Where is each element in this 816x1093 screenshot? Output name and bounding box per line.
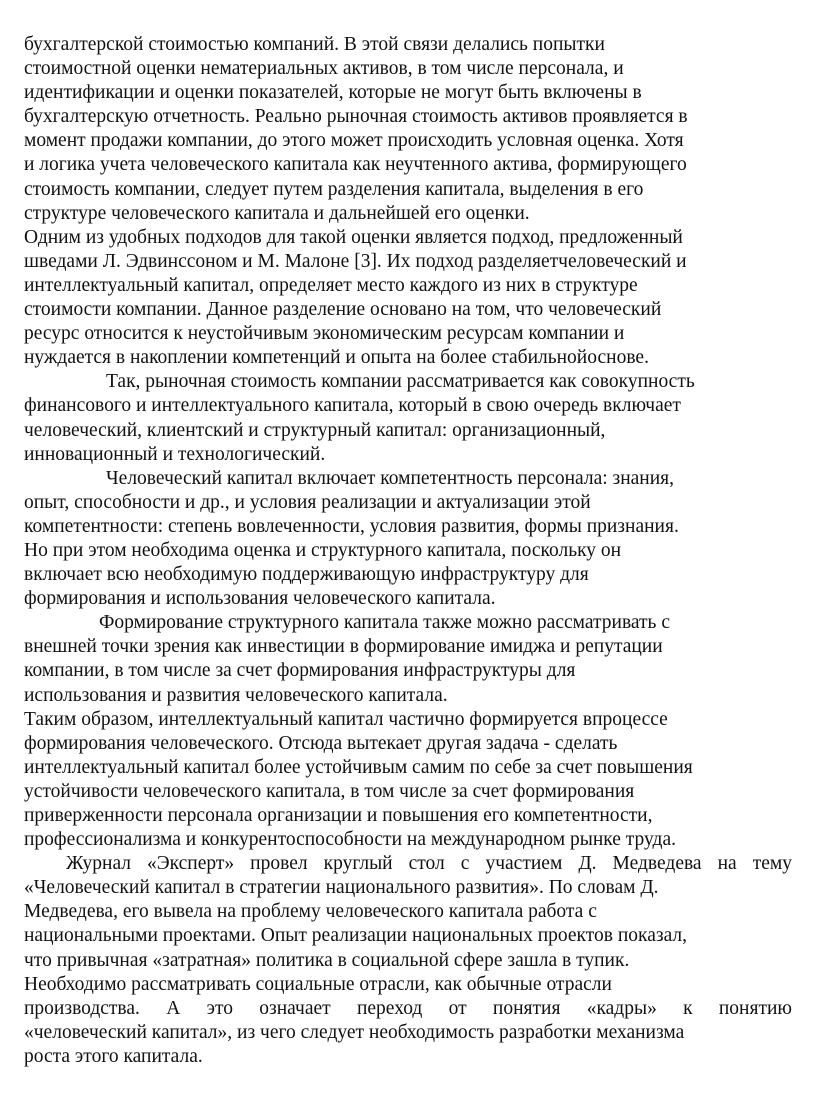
text-line: идентификации и оценки показателей, которые не могут быть включены в	[24, 82, 642, 104]
text-line: Таким образом, интеллектуальный капитал частично формируется впроцессе	[24, 708, 668, 730]
text-line: стоимости компании. Данное разделение основано на том, что человеческий	[24, 299, 662, 321]
text-line: «Человеческий капитал в стратегии национального развития». По словам Д.	[24, 877, 659, 899]
text-line: Медведева, его вывела на проблему человеческого капитала работа с	[24, 901, 597, 923]
text-line: и логика учета человеческого капитала как неучтенного актива, формирующего	[24, 154, 687, 176]
text-line: устойчивости человеческого капитала, в том числе за счет формирования	[24, 780, 635, 802]
text-line: ресурс относится к неустойчивым экономическим ресурсам компании и	[24, 323, 625, 345]
paragraph-4	[24, 467, 792, 612]
text-line: интеллектуальный капитал более устойчивым самим по себе за счет повышения	[24, 756, 693, 778]
text-line: финансового и интеллектуального капитала, который в свою очередь включает	[24, 395, 681, 417]
text-line: приверженности персонала организации и повышения его компетентности,	[24, 805, 653, 826]
text-line: что привычная «затратная» политика в социальной сфере зашла в тупик.	[24, 949, 630, 971]
text-line: компании, в том числе за счет формирования инфраструктуры для	[24, 660, 576, 682]
text-line: Журнал «Эксперт» провел круглый стол с участием Д. Медведева на тему	[66, 853, 792, 875]
paragraph-6	[24, 708, 792, 853]
text-line: стоимость компании, следует путем разделения капитала, выделения в его	[24, 178, 644, 200]
text-line: формирования и использования человеческого капитала.	[24, 588, 496, 610]
paragraph-3	[24, 370, 792, 466]
text-line: опыт, способности и др., и условия реализации и актуализации этой	[24, 491, 591, 513]
text-line: бухгалтерскую отчетность. Реально рыночная стоимость активов проявляется в	[24, 106, 688, 128]
text-line: инновационный и технологический.	[24, 443, 326, 465]
text-line: использования и развития человеческого капитала.	[24, 684, 448, 706]
document-page	[24, 33, 792, 1069]
text-line: шведами Л. Эдвинссоном и М. Малоне [3]. Их подход разделяетчеловеческий и	[24, 250, 687, 272]
paragraph-5	[24, 611, 792, 707]
text-line: структуре человеческого капитала и дальнейшей его оценки.	[24, 202, 530, 224]
paragraph-1	[24, 33, 792, 226]
text-line: национальными проектами. Опыт реализации национальных проектов показал,	[24, 925, 688, 947]
text-line: Но при этом необходима оценка и структурного капитала, поскольку он	[24, 539, 622, 561]
text-line: интеллектуальный капитал, определяет место каждого из них в структуре	[24, 274, 638, 296]
text-line: внешней точки зрения как инвестиции в формирование имиджа и репутации	[24, 636, 663, 658]
text-line: включает всю необходимую поддерживающую инфраструктуру для	[24, 564, 589, 586]
text-line: момент продажи компании, до этого может происходить условная оценка. Хотя	[24, 130, 684, 152]
paragraph-7	[24, 852, 792, 1069]
paragraph-2	[24, 226, 792, 371]
text-line: Человеческий капитал включает компетентность персонала: знания,	[106, 467, 675, 489]
text-line: нуждается в накоплении компетенций и опыта на более стабильнойоснове.	[24, 347, 649, 369]
text-line: бухгалтерской стоимостью компаний. В этой связи делались попытки	[24, 34, 605, 55]
text-line: формирования человеческого. Отсюда вытекает другая задача - сделать	[24, 732, 618, 754]
text-line: Необходимо рассматривать социальные отрасли, как обычные отрасли	[24, 973, 612, 995]
text-line: Формирование структурного капитала также можно рассматривать с	[99, 612, 670, 634]
text-line: человеческий, клиентский и структурный капитал: организационный,	[24, 419, 606, 441]
text-line: роста этого капитала.	[24, 1045, 203, 1067]
text-line: Так, рыночная стоимость компании рассматривается как совокупность	[106, 371, 695, 393]
text-line: Одним из удобных подходов для такой оценки является подход, предложенный	[24, 226, 683, 248]
text-line: стоимостной оценки нематериальных активов, в том числе персонала, и	[24, 58, 624, 80]
text-line: профессионализма и конкурентоспособности на международном рынке труда.	[24, 829, 676, 851]
text-line: производства. А это означает переход от понятия «кадры» к понятию	[24, 997, 792, 1019]
text-line: компетентности: степень вовлеченности, условия развития, формы признания.	[24, 515, 679, 537]
text-line: «человеческий капитал», из чего следует необходимость разработки механизма	[24, 1021, 685, 1043]
